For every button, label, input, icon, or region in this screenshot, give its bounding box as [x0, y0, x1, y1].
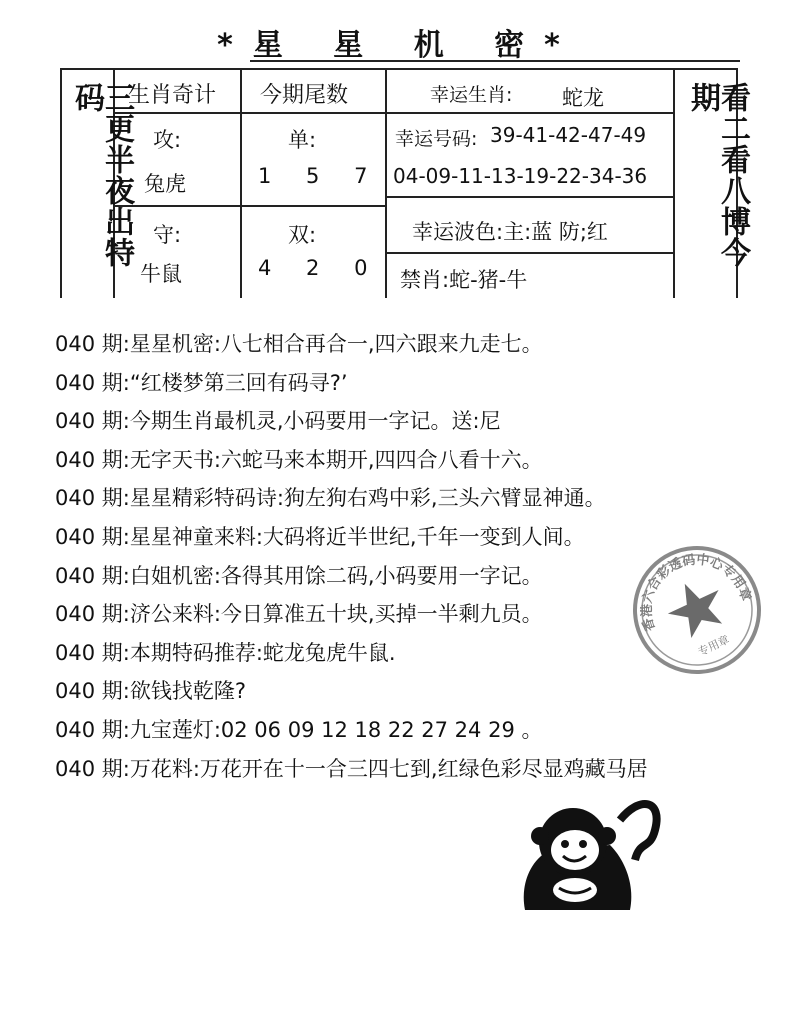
defend-label: 守: — [153, 223, 182, 247]
attack-label: 攻: — [153, 128, 182, 152]
list-item: 040 期:无字天书:六蛇马来本期开,四四合八看十六。 — [55, 447, 543, 472]
lucky-zodiac-value: 蛇龙 — [562, 86, 604, 110]
monkey-icon — [515, 790, 665, 915]
right-vertical-slogan: 看二看八博今期 — [685, 82, 750, 268]
single-label: 单: — [288, 128, 317, 152]
list-item: 040 期:“红楼梦第三回有码寻?’ — [55, 370, 348, 395]
left-vertical-slogan: 三更半夜出特码 — [69, 82, 134, 268]
table-border — [113, 112, 673, 114]
table-border — [113, 205, 385, 207]
list-item: 040 期:欲钱找乾隆? — [55, 679, 246, 704]
lucky-color: 幸运波色:主:蓝 防;红 — [412, 220, 608, 244]
list-item: 040 期:万花料:万花开在十一合三四七到,红绿色彩尽显鸡藏马居 — [55, 756, 648, 781]
list-item: 040 期:今期生肖最机灵,小码要用一字记。送:尼 — [55, 409, 501, 434]
defend-value: 牛鼠 — [140, 262, 182, 286]
tail-digits-header: 今期尾数 — [260, 83, 349, 108]
single-digits: 1 5 7 — [258, 164, 382, 188]
lucky-numbers-row-1: 39-41-42-47-49 — [490, 123, 647, 147]
stamp-ring-text: 香港六合彩透码中心专用章 — [639, 552, 754, 633]
attack-value: 兔虎 — [144, 172, 186, 196]
list-item: 040 期:星星精彩特码诗:狗左狗右鸡中彩,三头六臂显神通。 — [55, 486, 606, 511]
list-item: 040 期:本期特码推荐:蛇龙兔虎牛鼠. — [55, 640, 396, 665]
table-border — [385, 196, 673, 198]
lucky-zodiac-label: 幸运生肖: — [430, 84, 513, 106]
zodiac-strategy-header: 生肖奇计 — [128, 83, 217, 108]
table-border — [60, 68, 738, 70]
list-item: 040 期:星星机密:八七相合再合一,四六跟来九走七。 — [55, 332, 543, 356]
table-border — [673, 68, 675, 298]
table-border — [385, 68, 387, 298]
lucky-numbers-label: 幸运号码: — [395, 128, 478, 150]
stamp-center-text: 专用章 — [695, 632, 732, 659]
table-border — [240, 68, 242, 298]
table-border — [60, 68, 62, 298]
table-border — [385, 252, 673, 254]
forbidden-zodiac: 禁肖:蛇-猪-牛 — [400, 268, 528, 292]
list-item: 040 期:白姐机密:各得其用馀二码,小码要用一字记。 — [55, 563, 543, 588]
page-title: *星 星 机 密* — [217, 28, 580, 63]
double-label: 双: — [288, 223, 317, 247]
star-icon — [659, 572, 732, 643]
list-item: 040 期:九宝莲灯:02 06 09 12 18 22 27 24 29 。 — [55, 717, 543, 742]
title-underline — [250, 60, 740, 62]
lucky-numbers-row-2: 04-09-11-13-19-22-34-36 — [393, 164, 648, 188]
header-table — [60, 68, 750, 298]
double-digits: 4 2 0 — [258, 256, 382, 280]
list-item: 040 期:济公来料:今日算准五十块,买掉一半剩九员。 — [55, 602, 543, 627]
list-item: 040 期:星星神童来料:大码将近半世纪,千年一变到人间。 — [55, 524, 585, 549]
